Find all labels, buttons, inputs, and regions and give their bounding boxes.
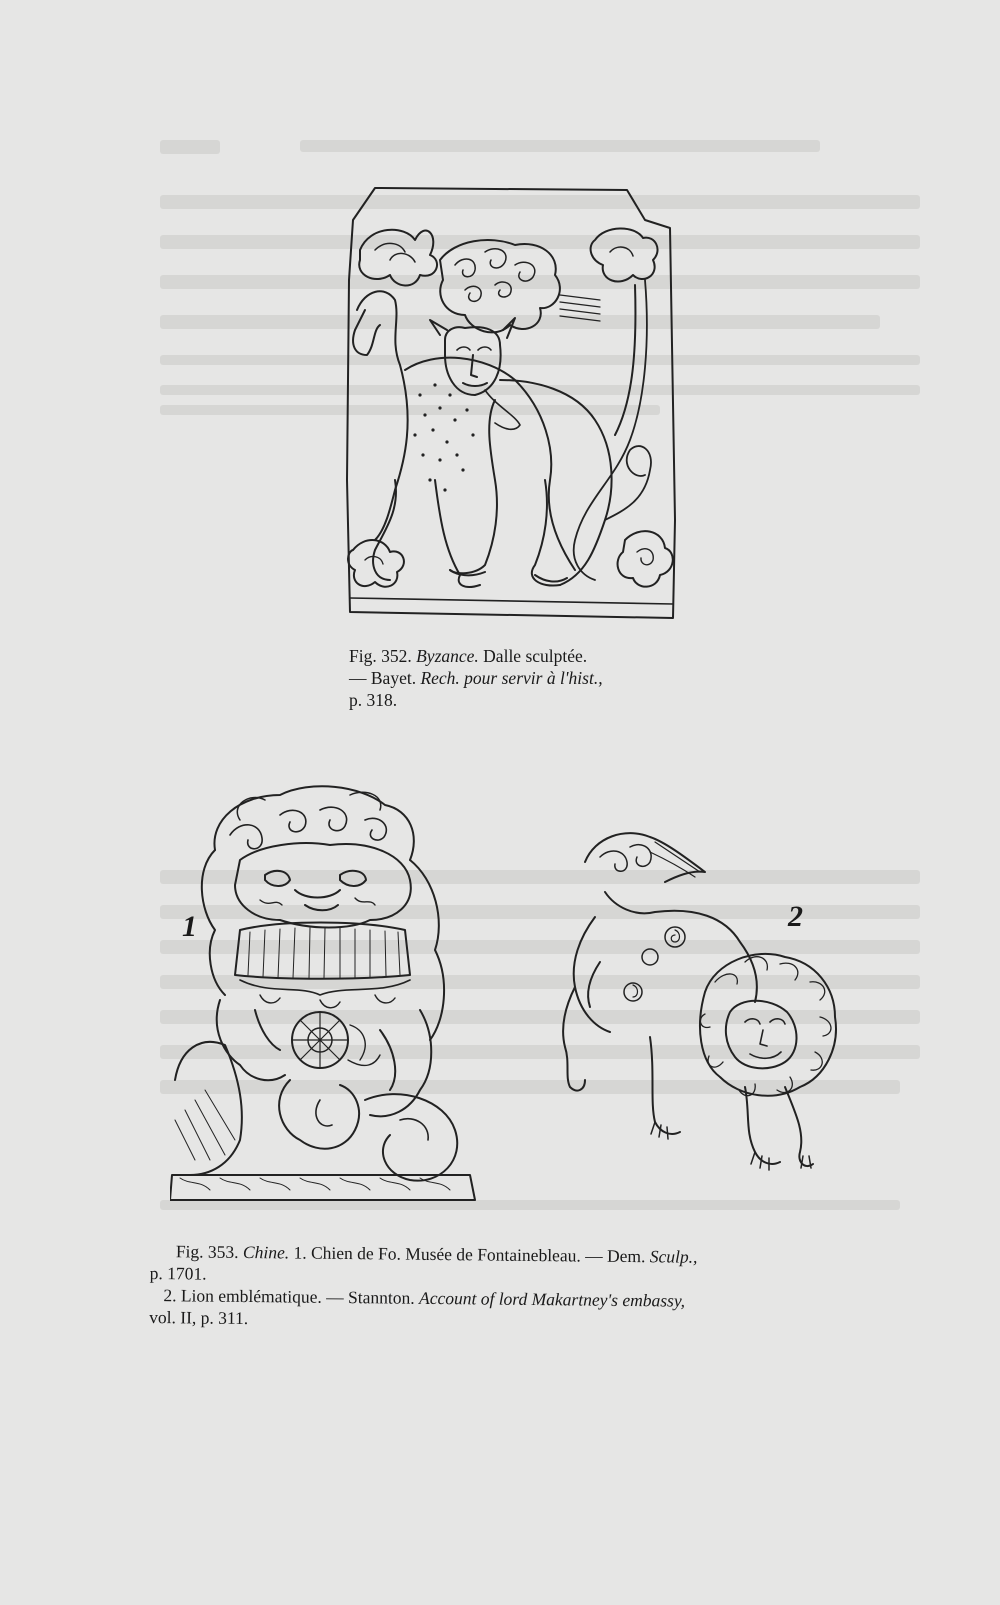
figure-label-2: 2: [788, 900, 803, 933]
caption-italic: Account of lord Makartney's embassy,: [418, 1287, 686, 1311]
byzantine-slab-illustration: [345, 180, 685, 630]
caption-italic: Rech. pour servir à l'hist.,: [420, 668, 603, 688]
caption-text: 1. Chien de Fo. Musée de Fontainebleau. — Dem.: [289, 1242, 650, 1267]
caption-text: p. 318.: [349, 690, 398, 710]
caption-italic: Sculp.,: [649, 1246, 698, 1267]
lion-emblematique-illustration: [555, 822, 855, 1202]
caption-italic: Chine.: [242, 1241, 290, 1263]
caption-text: vol. II, p. 311.: [149, 1306, 249, 1329]
caption-text: Dalle sculptée.: [478, 646, 588, 666]
figure-352-caption: [349, 645, 689, 711]
figure-label-1: 1: [182, 910, 197, 943]
caption-text: Fig. 352.: [349, 646, 417, 666]
figure-353-caption: [149, 1240, 890, 1336]
chien-de-fo-illustration: [170, 780, 480, 1210]
caption-text: Fig. 353.: [175, 1241, 244, 1262]
caption-text: — Bayet.: [349, 668, 421, 688]
caption-line: [349, 667, 689, 689]
caption-text: p. 1701.: [149, 1262, 207, 1284]
caption-line: [349, 689, 689, 711]
caption-italic: Byzance.: [416, 646, 479, 666]
caption-text: 2. Lion emblématique. — Stannton.: [163, 1285, 420, 1308]
caption-line: [349, 645, 689, 667]
